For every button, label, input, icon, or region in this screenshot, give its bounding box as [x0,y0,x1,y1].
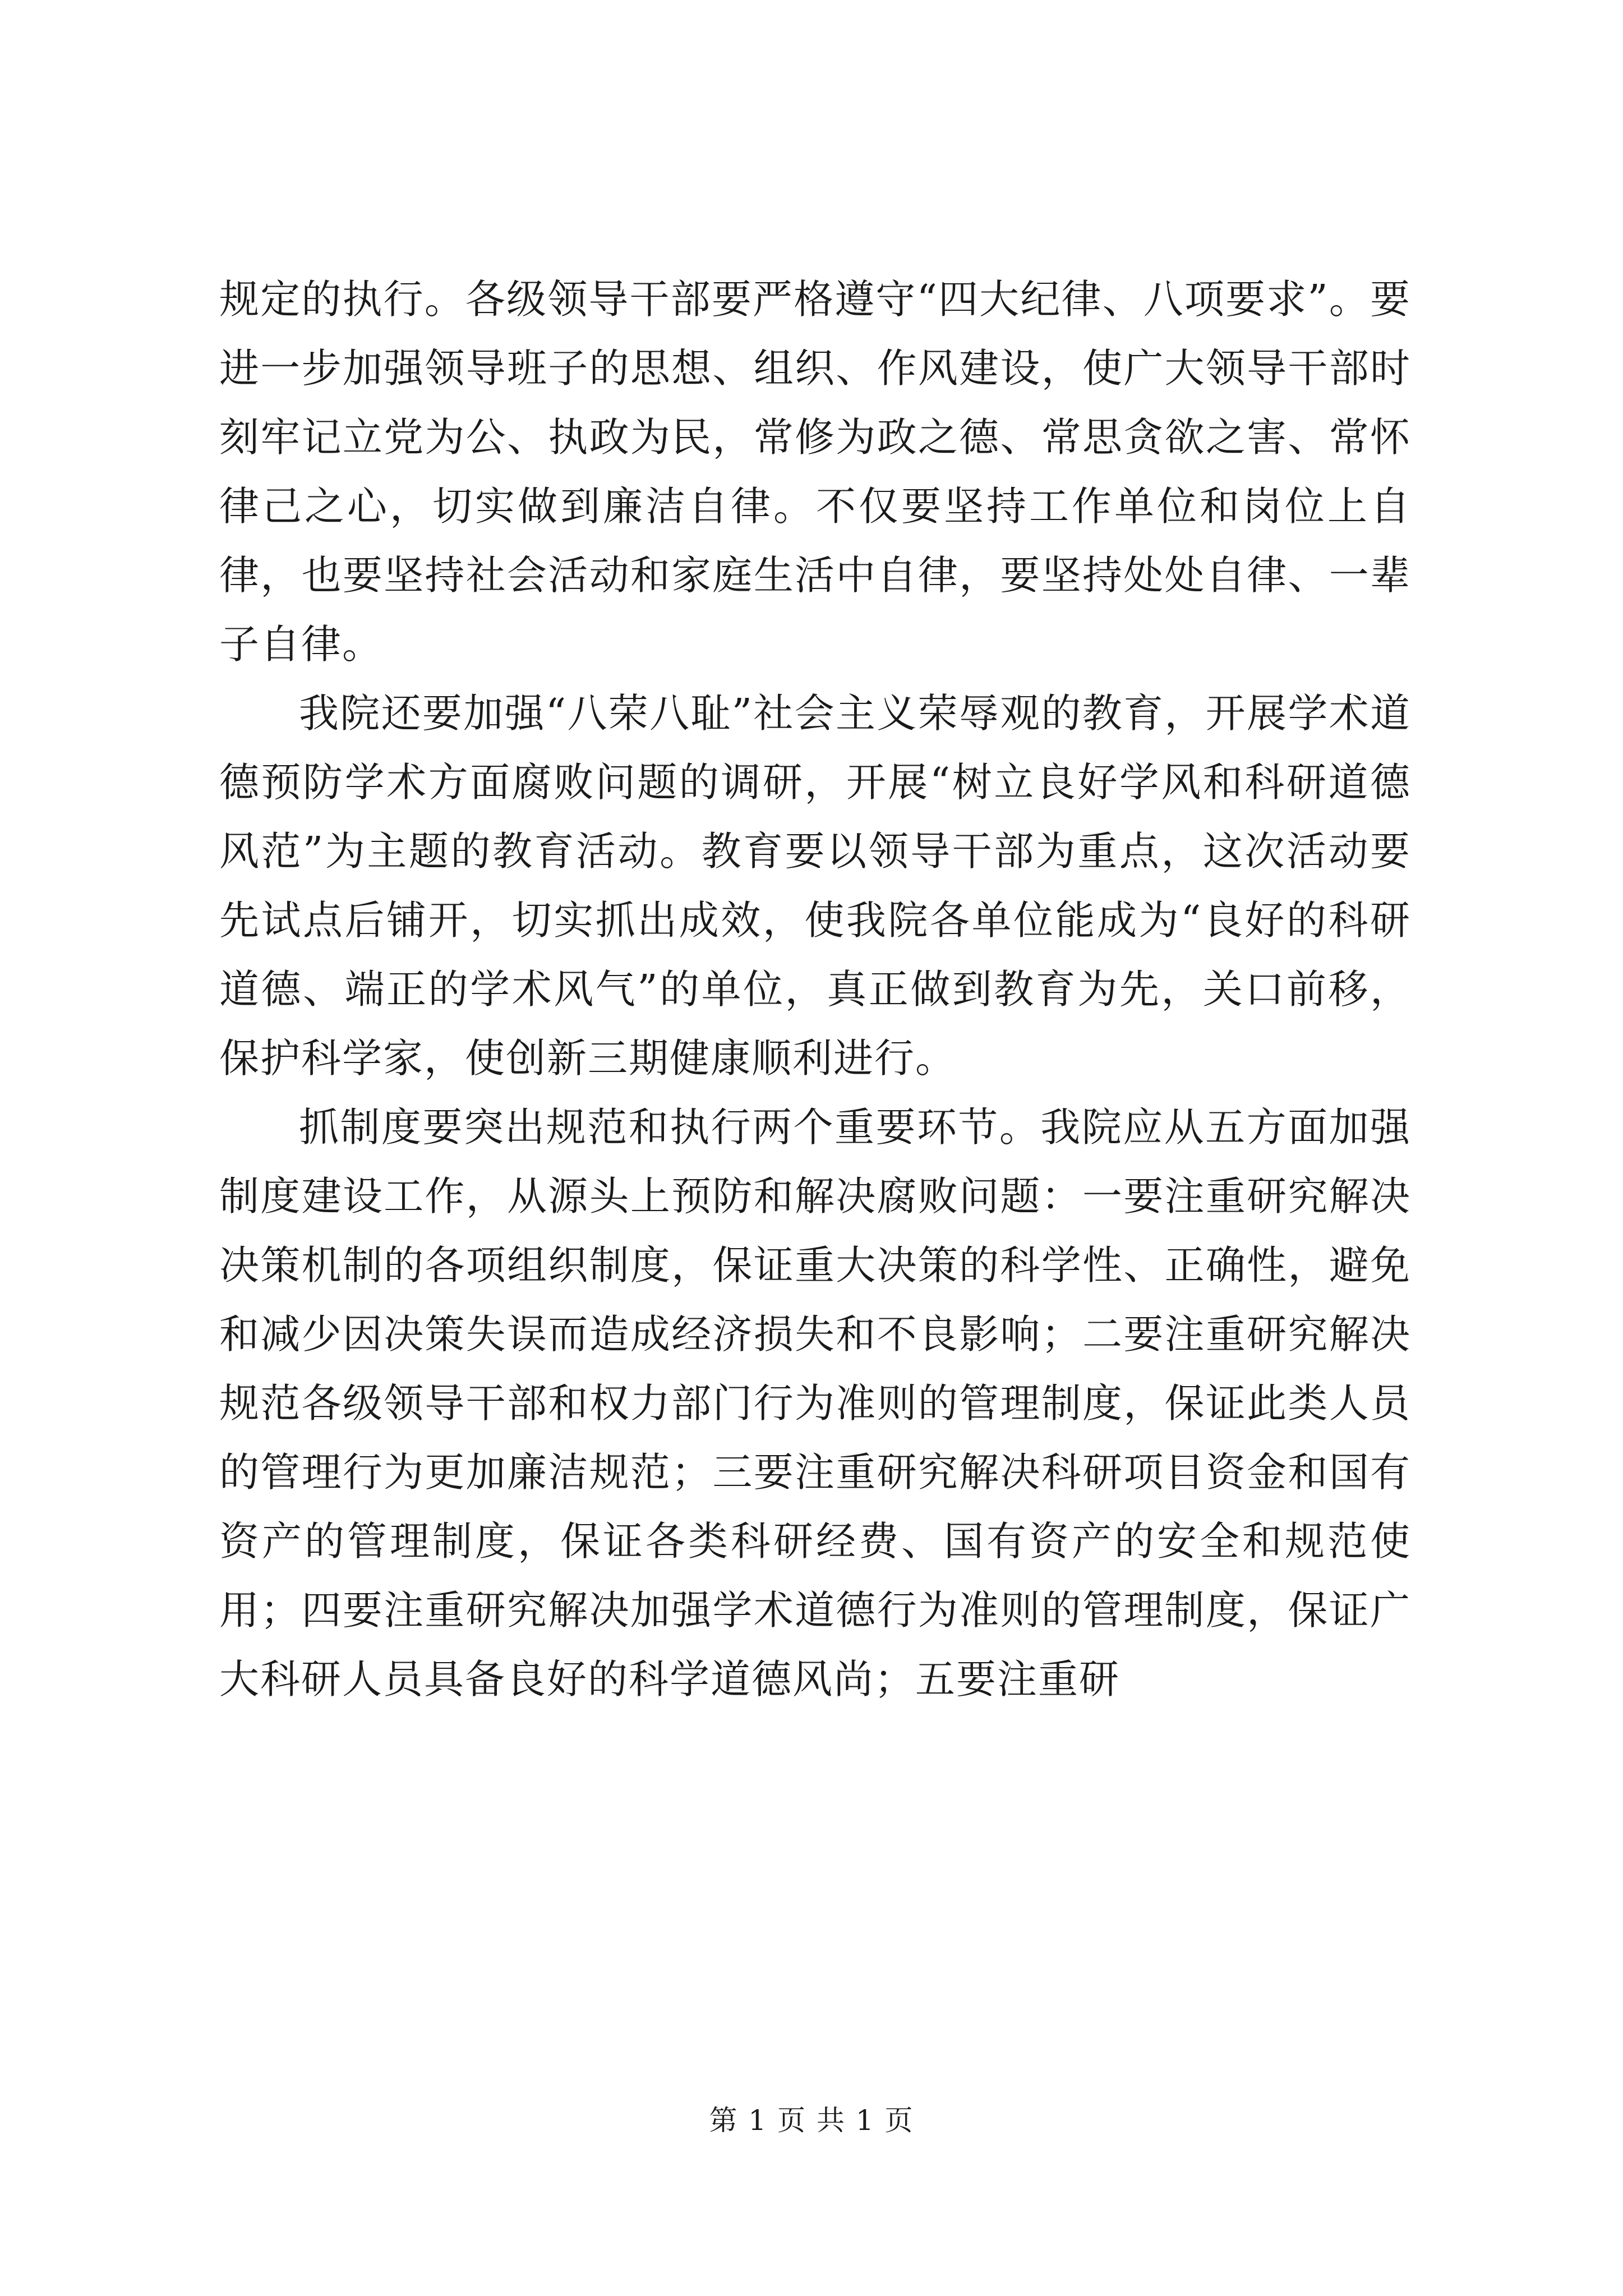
paragraph-2: 我院还要加强“八荣八耻”社会主义荣辱观的教育，开展学术道德预防学术方面腐败问题的调研，开展“树立良好学风和科研道德风范”为主题的教育活动。教育要以领导干部为重点，这次活动要先试点后铺开，切实抓出成效，使我院各单位能成为“良好的科研道德、端正的学术风气”的单位，真正做到教育为先，关口前移，保护科学家，使创新三期健康顺利进行。 [219,690,1411,1082]
paragraph-1: 规定的执行。各级领导干部要严格遵守“四大纪律、八项要求”。要进一步加强领导班子的思想、组织、作风建设，使广大领导干部时刻牢记立党为公、执政为民，常修为政之德、常思贪欲之害、常怀律己之心，切实做到廉洁自律。不仅要坚持工作单位和岗位上自律，也要坚持社会活动和家庭生活中自律，要坚持处处自律、一辈子自律。 [219,276,1411,668]
paragraph-3: 抓制度要突出规范和执行两个重要环节。我院应从五方面加强制度建设工作，从源头上预防和解决腐败问题：一要注重研究解决决策机制的各项组织制度，保证重大决策的科学性、正确性，避免和减少因决策失误而造成经济损失和不良影响；二要注重研究解决规范各级领导干部和权力部门行为准则的管理制度，保证此类人员的管理行为更加廉洁规范；三要注重研究解决科研项目资金和国有资产的管理制度，保证各类科研经费、国有资产的安全和规范使用；四要注重研究解决加强学术道德行为准则的管理制度，保证广大科研人员具备良好的科学道德风尚；五要注重研 [219,1104,1411,1703]
body-text [219,265,1411,1714]
page-footer: 第 1 页 共 1 页 [709,2104,914,2137]
